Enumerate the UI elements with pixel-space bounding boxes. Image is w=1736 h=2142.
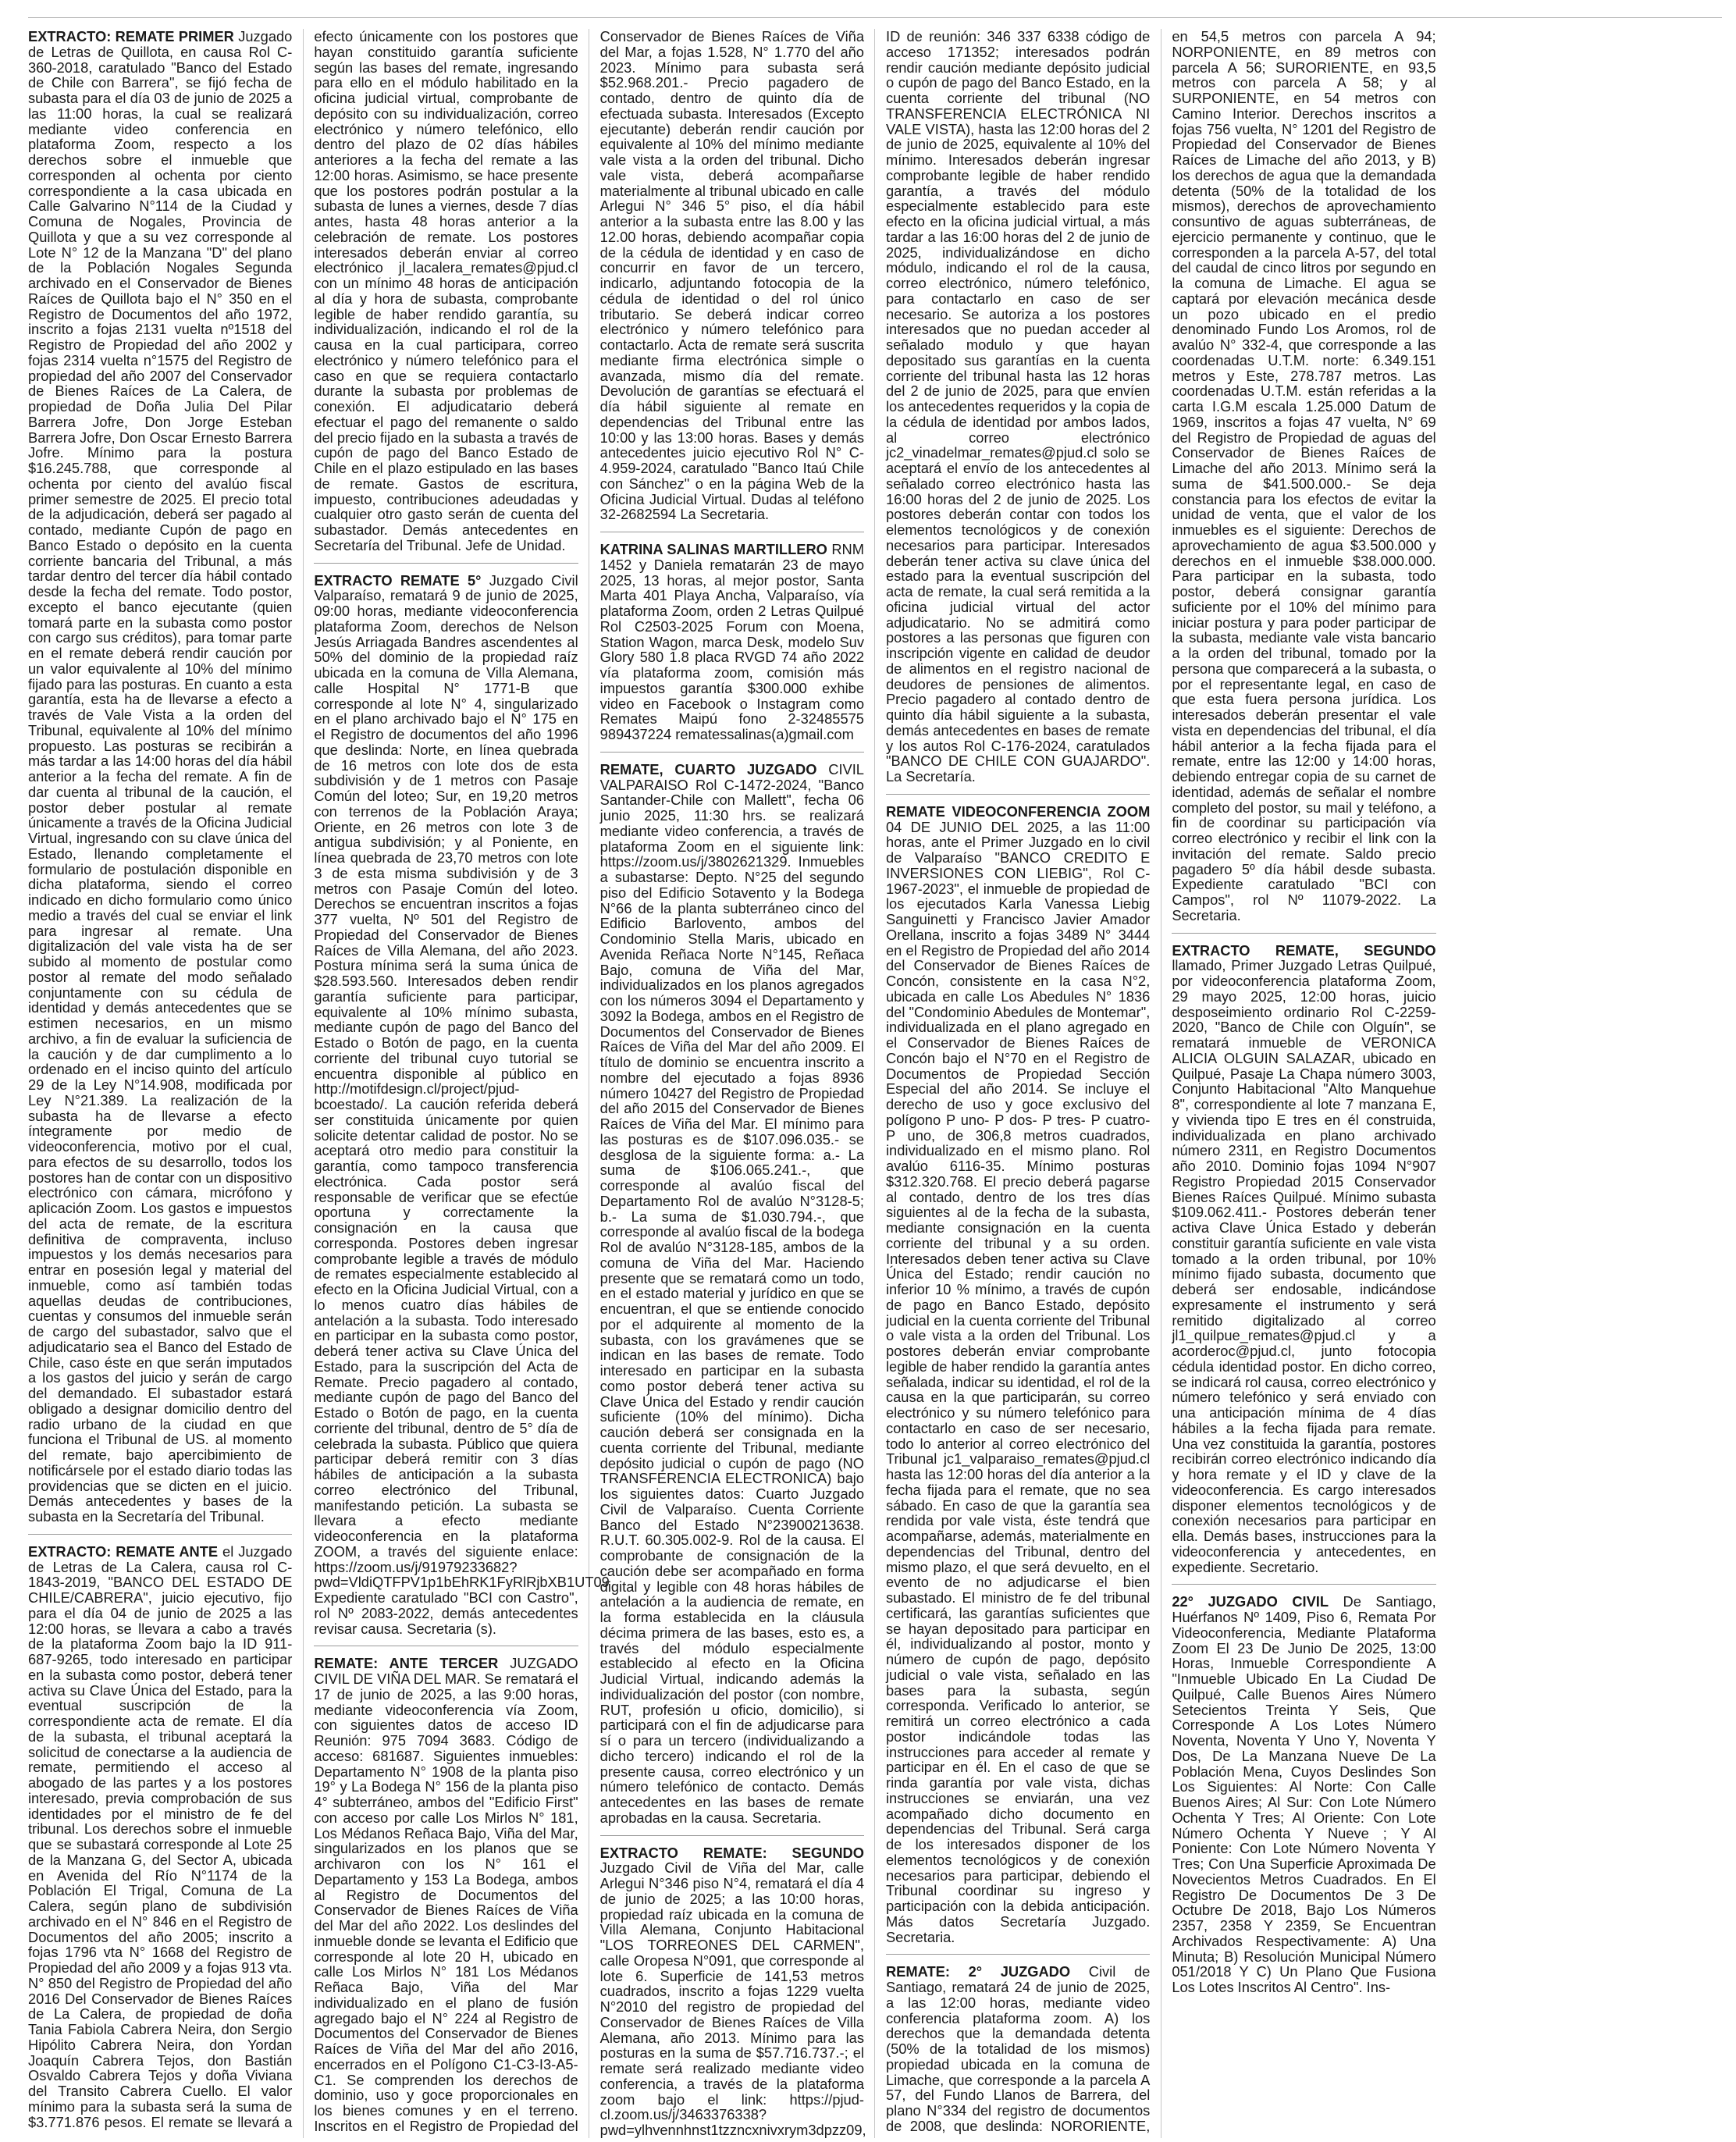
notice-divider — [600, 1835, 864, 1836]
notice-divider — [1172, 933, 1435, 934]
notice-quillota — [28, 29, 292, 1525]
notice-lead: REMATE, CUARTO JUZGADO — [599, 760, 817, 777]
notice-divider — [314, 563, 578, 564]
notice-text: Civil de Santiago, rematará 24 de junio de 2025, a las 12:00 horas, mediante video conferencia plataforma zoom. A) los derechos que la demandada detenta (50% de la totalidad de los mismos) propiedad ubicada en la comuna de Limache, que corresponde a la parcela A 57, del Fundo Llanos de Barrera, del plano N°334 del registro de documentos de 2008, que deslinda: NORORIENTE, en 54,5 metros con parcela A 94; NORPONIENTE, en 89 metros con parcela A 56; SURORIENTE, en 93,5 metros con parcela A 58; y al SURPONIENTE, en 54 metros con Camino Interior. Derechos inscritos a fojas 756 vuelta, N° 1201 del Registro de Propiedad del Conservador de Bienes Raíces de Limache del año 2013, y B) los derechos de agua que la demandada detenta (50% de la totalidad de los mismos), derechos de aprovechamiento consuntivo de aguas subterráneas, de ejercicio permanente y continuo, que le corresponden a la parcela A-57, del total del caudal de cinco litros por segundo en la comuna de Limache. El agua se captará por elevación mecánica desde un pozo ubicado en el predio denominado Fundo Los Aromos, rol de avalúo N° 332-4, que corresponde a las coordenadas U.T.M. norte: 6.349.151 metros y Este, 278.787 metros. Las coordenadas U.T.M. están referidas a la carta I.G.M escala 1.25.000 Datum de 1969, inscritos a fojas 47 vuelta, N° 69 del Registro de Propiedad de aguas del Conservador de Bienes Raíces de Limache del año 2013. Mínimo será la suma de $41.500.000.- Se deja constancia para los efectos de evitar la unidad de venta, que el valor de los inmuebles es el siguiente: Derechos de aprovechamiento de agua $3.500.000 y derechos en el inmueble $38.000.000. Para participar en la subasta, todo postor, deberá consignar garantía suficiente por el 10% del mínimo para iniciar postura y para poder participar de la subasta, mediante vale vista bancario a la orden del tribunal, tomado por la persona que comparecerá a la subasta, o por el representante legal, en caso de que esta fuera persona jurídica. Los interesados deberán presentar el vale vista en dependencias del tribunal, el día hábil anterior a la fecha fijada para el remate, entre las 12:00 y 14:00 horas, debiendo entregar copia de su carnet de identidad, además de señalar el nombre completo del postor, su mail y teléfono, a fin de coordinar su participación vía correo electrónico y recibir el link con la invitación del remate. Saldo precio pagadero 5º día hábil desde subasta. Expediente caratulado "BCI con Campos", rol Nº 11079-2022. La Secretaria. — [885, 28, 1436, 2134]
classified-columns — [28, 29, 1722, 2138]
notice-divider — [886, 794, 1150, 795]
notice-text: Juzgado Civil de Viña del Mar, calle Arlegui N°346 piso N°4, rematará el día 4 de junio de 2025; a las 10:00 horas, propiedad raíz ubicada en la comuna de Villa Alemana, Conjunto Habitacional "LOS TORREONES DEL CARMEN", calle Oropesa N°091, que corresponde al lote 6. Superficie de 141,53 metros cuadrados, inscrito a fojas 1229 vuelta N°2010 del registro de propiedad del Conservador de Bienes Raíces de Villa Alemana, año 2013. Mínimo para las posturas en la suma de $57.716.737.-; el remate será realizado mediante video conferencia, a través de la plataforma zoom bajo el link: https://pjud-cl.zoom.us/j/3463376338?pwd=ylhvennhnst1tzzncxnivxrym3dpzz09, ID de reunión: 346 337 6338 código de acceso 171352; interesados podrán rendir caución mediante depósito judicial o cupón de pago del Banco Estado, en la cuenta corriente del tribunal (NO TRANSFERENCIA ELECTRÓNICA NI VALE VISTA), hasta las 12:00 horas del 2 de junio de 2025, equivalente al 10% del mínimo. Interesados deberán ingresar comprobante legible de haber rendido garantía, a través del módulo especialmente establecido para este efecto en la oficina judicial virtual, a más tardar a las 16:00 horas del 2 de junio de 2025, individualizándose en dicho módulo, indicando el rol de la causa, correo electrónico, número telefónico, para contactarlo en caso de ser necesario. Se autoriza a los postores interesados que no puedan acceder al señalado modulo y que hayan depositado sus garantías en la cuenta corriente del tribunal hasta las 12 horas del 2 de junio de 2025, para que envíen los antecedentes requeridos y la copia de la cédula de identidad por ambos lados, al correo electrónico jc2_vinadelmar_remates@pjud.cl solo se aceptará el envío de los antecedentes al señalado correo electrónico hasta las 16:00 horas del 2 de junio de 2025. Los postores deberán contar con todos los elementos tecnológicos y de conexión necesarios para participar. Interesados deberán tener activa su clave única del estado para la eventual suscripción del acta de remate, la cual será remitida a la oficina judicial virtual del actor adjudicatario. No se admitirá como postores a las personas que figuren con inscripción vigente en calidad de deudor de alimentos en el registro nacional de deudores de pensiones de alimentos. Precio pagadero al contado dentro de quinto día hábil siguiente a la subasta, demás antecedentes en bases de remate y los autos Rol C-176-2024, caratulados "BANCO DE CHILE CON GUAJARDO". La Secretaría. — [599, 28, 1151, 2138]
notice-text: CIVIL VALPARAISO Rol C-1472-2024, "Banco Santander-Chile con Mallett", fecha 06 junio 2025, 11:30 hrs. se realizará mediante video conferencia, a través de plataforma Zoom en el siguiente link: https://zoom.us/j/3802621329. Inmuebles a subastarse: Depto. N°25 del segundo piso del Edificio Sotavento y la Bodega N°66 de la planta subterráneo cinco del Edificio Barlovento, ambos del Condominio Stella Maris, ubicado en Avenida Reñaca Norte N°145, Reñaca Bajo, comuna de Viña del Mar, individualizados en los planos agregados con los números 3094 el Departamento y 3092 la Bodega, ambos en el Registro de Documentos del Conservador de Bienes Raíces de Viña del Mar del año 2009. El título de dominio se encuentra inscrito a nombre del ejecutado a fojas 8936 número 10427 del Registro de Propiedad del año 2015 del Conservador de Bienes Raíces de Viña del Mar. El mínimo para las posturas es de $107.096.035.- se desglosa de la siguiente forma: a.- La suma de $106.065.241.-, que corresponde al avalúo fiscal del Departamento Rol de avalúo N°3128-5; b.- La suma de $1.030.794.-, que corresponde al avalúo fiscal de la bodega Rol de avalúo N°3128-185, ambos de la comuna de Viña del Mar. Haciendo presente que se rematará como un todo, en el estado material y jurídico en que se encuentran, el que se entiende conocido por el adquirente al momento de la subasta, con los gravámenes que se indican en las bases de remate. Todo interesado en participar en la subasta como postor deberá tener activa su Clave Única del Estado y rendir caución suficiente (10% del mínimo). Dicha caución deberá ser consignada en la cuenta corriente del Tribunal, mediante depósito judicial o cupón de pago (NO TRANSFERENCIA ELECTRONICA) bajo los siguientes datos: Cuarto Juzgado Civil de Valparaíso. Cuenta Corriente Banco del Estado N°23900213638. R.U.T. 60.305.002-9. Rol de la causa. El comprobante de consignación de la caución debe ser acompañado en forma digital y legible con 48 horas hábiles de antelación a la audiencia de remate, en la forma establecida en la cláusula décima primera de las bases, esto es, a través del módulo especialmente establecido al efecto en la Oficina Judicial Virtual, indicando además la individualización del postor (con nombre, RUT, profesión u oficio, domicilio), si participará con el fin de adjudicarse para sí o para un tercero (individualizando a dicho tercero) indicando el rol de la presente causa, correo electrónico y un número telefónico de contacto. Demás antecedentes en las bases de remate aprobadas en la causa. Secretaria. — [599, 760, 864, 1826]
notice-katrina-salinas — [600, 542, 864, 742]
notice-divider — [1172, 1584, 1435, 1585]
notice-lead: EXTRACTO: REMATE PRIMER — [28, 28, 234, 44]
notice-lead: REMATE: ANTE TERCER — [314, 1655, 499, 1672]
notice-lead: REMATE VIDEOCONFERENCIA ZOOM — [885, 802, 1151, 820]
notice-valparaiso-4 — [600, 762, 864, 1826]
notice-lead: EXTRACTO: REMATE ANTE — [28, 1542, 219, 1560]
notice-text: De Santiago, Huérfanos Nº 1409, Piso 6, Remata Por Videoconferencia, Mediante Plataforma Zoom El 23 De Junio De 2025, 13:00 Horas, Inmueble Correspondiente A "Inmueble Ubicado En La Ciudad De Quilpué, Calle Buenos Aires Número Setecientos Treinta Y Seis, Que Corresponde A Los Lotes Número Noventa, Noventa Y Uno Y, Noventa Y Dos, De La Manzana Nueve De La Población Mena, Cuyos Deslindes Son Los Siguientes: Al Norte: Con Calle Buenos Aires; Al Sur: Con Lote Número Ochenta Y Tres; Al Oriente: Con Lote Número Ochenta Y Nueve ; Y Al Poniente: Con Lote Número Noventa Y Tres; Con Una Superficie Aproximada De Novecientos Metros Cuadrados. En El Registro De Documentos De 3 De Octubre De 2018, Bajo Los Números 2357, 2358 Y 2359, Se Encuentran Archivados Respectivamente: A) Una Minuta; B) Resolución Municipal Número 051/2018 Y C) Un Plano Que Fusiona Los Lotes Inscritos Al Centro". Ins- — [1172, 1593, 1436, 1995]
notice-quilpue — [1172, 943, 1435, 1575]
notice-valparaiso-1 — [886, 804, 1150, 1945]
notice-lead: EXTRACTO REMATE 5° — [314, 571, 482, 589]
notice-text: llamado, Primer Juzgado Letras Quilpué, por videoconferencia plataforma Zoom, 29 mayo 2025, 12:00 horas, juicio desposeimiento ordinario Rol C-2259-2020, "Banco de Chile con Olguín", se rematará inmueble de VERONICA ALICIA OLGUIN SALAZAR, ubicado en Quilpué, Pasaje La Chapa número 3003, Conjunto Habitacional "Alto Manquehue 8", correspondiente al lote 7 manzana E, y vivienda tipo E tres en él construida, individualizada en plano archivado número 2311, en Registro Documentos año 2010. Dominio fojas 1094 N°907 Registro Propiedad 2015 Conservador Bienes Raíces Quilpué. Mínimo subasta $109.062.411.- Postores deberán tener activa Clave Única Estado y deberán constituir garantía suficiente en vale vista tomado a la orden tribunal, por 10% mínimo fijado subasta, documento que deberá ser endosable, indicándose expresamente el instrumento y será remitido digitalizado al correo jl1_quilpue_remates@pjud.cl y a acorderoc@pjud.cl, junto fotocopia cédula identidad postor. En dicho correo, se indicará rol causa, correo electrónico y número telefónico y será enviado con una anticipación mínima de 4 días hábiles a la fecha fijada para remate. Una vez constituida la garantía, postores recibirán correo electrónico indicando día y hora remate y el ID y clave de la videoconferencia. Es cargo interesados disponer elementos tecnológicos y de conexión necesarios para participar en ella. Demás bases, instrucciones para la videoconferencia y antecedentes, en expediente. Secretario. — [1172, 957, 1436, 1575]
notice-text: Juzgado de Letras de Quillota, en causa Rol C-360-2018, caratulado "Banco del Estado de Chile con Barrera", se fijó fecha de subasta para el día 03 de junio de 2025 a las 11:00 horas, la cual se realizará mediante video conferencia en plataforma Zoom, respecto a los derechos sobre el inmueble que corresponden al ochenta por ciento correspondiente a la casa ubicada en Calle Galvarino N°114 de la Ciudad y Comuna de Nogales, Provincia de Quillota y que a su vez corresponde al Lote N° 12 de la Manzana "D" del plano de la Población Nogales Segunda archivado en el Conservador de Bienes Raíces de Quillota bajo el N° 350 en el Registro de Documentos del año 1972, inscrito a fojas 2131 vuelta nº1518 del Registro de Propiedad del año 2002 y fojas 2314 vuelta n°1575 del Registro de propiedad del año 2007 del Conservador de Bienes Raíces de La Calera, de propiedad de Doña Julia Del Pilar Barrera Jofre, Don Jorge Esteban Barrera Jofre, Don Oscar Ernesto Barrera Jofre. Mínimo para la postura $16.245.788, que corresponde al ochenta por ciento del avalúo fiscal primer semestre de 2025. El precio total de la adjudicación, deberá ser pagado al contado, mediante Cupón de pago en Banco Estado o depósito en la cuenta corriente bancaria del Tribunal, a más tardar dentro del tercer día hábil contado desde la fecha del remate. Todo postor, excepto el banco ejecutante (quien tomará parte en la subasta como postor con cargo sus créditos), para tomar parte en el remate deberá rendir caución por un valor equivalente al 10% del mínimo fijado para las posturas. En cuanto a esta garantía, esta ha de llevarse a efecto a través de Vale Vista a la orden del Tribunal, equivalente al 10% del mínimo propuesto. Las posturas se recibirán a más tardar a las 14:00 horas del día hábil anterior a la fecha del remate. A fin de dar cuenta al tribunal de la caución, el postor deber postular al remate únicamente a través de la Oficina Judicial Virtual, ingresando con su clave única del Estado, llenando completamente el formulario de postulación disponible en dicha plataforma, siendo el correo indicado en dicho formulario como único medio a través del cual se enviar el link para ingresar al remate. Una digitalización del vale vista ha de ser subido al momento de postular como postor al remate del modo señalado conjuntamente con su cédula de identidad y demás antecedentes que se estimen necesarios, en un mismo archivo, a fin de evaluar la suficiencia de la caución y de dar cumplimento a lo ordenado en el inciso quinto del artículo 29 de la Ley N°14.908, modificada por Ley N°21.389. La realización de la subasta ha de llevarse a efecto íntegramente por medio de videoconferencia, motivo por el cual, para efectos de su desarrollo, todos los postores han de contar con un dispositivo electrónico con cámara, micrófono y aplicación Zoom. Los gastos e impuestos del acta de remate, de la escritura definitiva de compraventa, incluso impuestos y los demás necesarios para entrar en posesión legal y material del inmueble, como así también todas aquellas deudas de contribuciones, cuentas y consumos del inmueble serán de cargo del subastador, salvo que el adjudicatario sea el Banco del Estado de Chile, caso éste en que serán imputados a los gastos del juicio y serán de cargo del demandado. El subastador estará obligado a designar domicilio dentro del radio urbano de la ciudad en que funciona el Tribunal de US. al momento del remate, bajo apercibimiento de notificársele por el estado diario todas las providencias que se dicten en el juicio. Demás antecedentes y bases de la subasta en la Secretaría del Tribunal. — [28, 28, 293, 1525]
notice-lead: KATRINA SALINAS MARTILLERO — [599, 541, 827, 557]
notice-text: RNM 1452 y Daniela rematarán 23 de mayo 2025, 13 horas, al mejor postor, Santa Marta 401 Playa Ancha, Valparaíso, vía plataforma Zoom, orden 2 Letras Quilpué Rol C2503-2025 Forum con Moena, Station Wagon, marca Desk, modelo Suv Glory 580 1.8 placa RVGD 74 año 2022 vía plataforma zoom, comisión más impuestos garantía $300.000 exhibe video en Facebook o Instagram como Remates Maipú fono 2-32485575 989437224 rematessalinas(a)gmail.com — [599, 541, 864, 742]
notice-villa-alemana — [314, 571, 610, 1637]
top-rule — [28, 17, 1722, 18]
notice-text: Juzgado Civil Valparaíso, rematará 9 de junio de 2025, 09:00 horas, mediante videoconferencia plataforma Zoom, derechos de Nelson Jesús Arriagada Bandres ascendentes al 50% del dominio de la propiedad raíz ubicada en la comuna de Villa Alemana, calle Hospital N° 1771-B que corresponde al lote N° 4, singularizado en el plano archivado bajo el N° 175 en el Registro de documentos del año 1996 que deslinda: Norte, en línea quebrada de 16 metros con lote dos de esta subdivisión y de 1 metros con Pasaje Común del loteo; Sur, en 19,20 metros con terrenos de la Población Araya; Oriente, en 26 metros con lote 3 de antigua subdivisión; y al Poniente, en línea quebrada de 23,70 metros con lote 3 de esta misma subdivisión y de 3 metros con Pasaje Común del loteo. Derechos se encuentran inscritos a fojas 377 vuelta, Nº 501 del Registro de Propiedad del Conservador de Bienes Raíces de Villa Alemana, del año 2023. Postura mínima será la suma única de $28.593.560. Interesados deben rendir garantía suficiente para participar, equivalente al 10% mínimo subasta, mediante cupón de pago del Banco del Estado o Botón de pago, en la cuenta corriente del tribunal cuyo tutorial se encuentra disponible al público en http://motifdesign.cl/project/pjud-bcoestado/. La caución referida deberá ser constituida únicamente por quien solicite detentar calidad de postor. No se aceptará otro medio para constituir la garantía, como tampoco transferencia electrónica. Cada postor será responsable de verificar que se efectúe oportuna y correctamente la consignación en la causa que corresponda. Postores deben ingresar comprobante legible a través de módulo de remates especialmente establecido al efecto en la Oficina Judicial Virtual, con a lo menos cuatro días hábiles de antelación a la subasta. Todo interesado en participar en la subasta como postor, deberá tener activa su Clave Única del Estado, para la suscripción del Acta de Remate. Precio pagadero al contado, mediante cupón de pago del Banco del Estado o Botón de pago, en la cuenta corriente del tribunal, dentro de 5° día de celebrada la subasta. Público que quiera participar deberá remitir con 3 días hábiles de anticipación a la subasta correo electrónico del Tribunal, manifestando petición. La subasta se llevara a efecto mediante videoconferencia en la plataforma ZOOM, a través del siguiente enlace: https://zoom.us/j/91979233682?pwd=VldiQTFPV1p1bEhRK1FyRlRjbXB1UT09 Expediente caratulado "BCI con Castro", rol Nº 2083-2022, demás antecedentes revisar causa. Secretaria (s). — [314, 571, 610, 1637]
notice-text: el Juzgado de Letras de La Calera, causa rol C-1843-2019, "BANCO DEL ESTADO DE CHILE/CABRERA", juicio ejecutivo, fijo para el día 04 de junio de 2025 a las 12:00 horas, se llevara a cabo a través de la plataforma Zoom bajo la ID 911-687-9265, todo interesado en participar en la subasta como postor, deberá tener activa su Clave Única del Estado, para la eventual suscripción de la correspondiente acta de remate. El día de la subasta, el tribunal aceptará la solicitud de conectarse a la audiencia de remate, permitiendo el acceso al abogado de las partes y a los postores interesado, previa comprobación de sus identidades por el ministro de fe del tribunal. Los derechos sobre el inmueble que se subastará corresponde al Lote 25 de la Manzana G, del Sector A, ubicada en Avenida del Río N°1174 de la Población El Trigal, Comuna de La Calera, según plano de subdivisión archivado en el N° 846 en el Registro de Documentos del año 2005; inscrito a fojas 1796 vta N° 1668 del Registro de Propiedad del año 2009 y a fojas 913 vta. N° 850 del Registro de Propiedad del año 2016 Del Conservador de Bienes Raíces de La Calera, de propiedad de doña Tania Fabiola Cabrera Neira, don Sergio Hipólito Cabrera Neira, don Yordan Joaquín Cabrera Tejos, don Bastián Osvaldo Cabrera Tejos y doña Viviana del Transito Cabrera Cuello. El valor mínimo para la subasta será la suma de $3.771.876 pesos. El remate se llevará a efecto únicamente con los postores que hayan constituido garantía suficiente según las bases del remate, ingresando para ello en el módulo habilitado en la oficina judicial virtual, comprobante de depósito con su individualización, correo electrónico y número telefónico, ello dentro del plazo de 02 días hábiles anteriores a la fecha del remate a las 12:00 horas. Asimismo, se hace presente que los postores podrán postular a la subasta de lunes a viernes, desde 7 días antes, hasta 48 horas anterior a la celebración de remate. Los postores interesados deberán enviar al correo electrónico jl_lacalera_remates@pjud.cl con un mínimo 48 horas de anticipación al día y hora de subasta, comprobante legible de haber rendido garantía, su individualización, indicando el rol de la causa en la cual participara, correo electrónico y número telefónico para el caso en que se requiera contactarlo durante la subasta por problemas de conexión. El adjudicatario deberá efectuar el pago del remanente o saldo del precio fijado en la subasta a través de cupón de pago del Banco Estado de Chile en el plazo estipulado en las bases de remate. Gastos de escritura, impuesto, contribuciones adeudadas y cualquier otro gasto serán de cuenta del subastador. Demás antecedentes en Secretaría del Tribunal. Jefe de Unidad. — [28, 28, 578, 2130]
notice-text: JUZGADO CIVIL DE VIÑA DEL MAR. Se rematará el 17 de junio de 2025, a las 9:00 horas, mediante videoconferencia vía Zoom, con siguientes datos de acceso ID Reunión: 975 7094 3683. Código de acceso: 681687. Siguientes inmuebles: Departamento N° 1908 de la planta piso 19° y La Bodega N° 156 de la planta piso 4° subterráneo, ambos del "Edificio First" con acceso por calle Los Mirlos N° 181, Los Médanos Reñaca Bajo, Viña del Mar, singularizados en los planos que se archivaron con los N° 161 el Departamento y 153 La Bodega, ambos al Registro de Documentos del Conservador de Bienes Raíces de Viña del Mar del año 2022. Los deslindes del inmueble donde se levanta el Edificio que corresponde al lote 20 H, ubicado en calle Los Mirlos N° 181 Los Médanos Reñaca Bajo, Viña del Mar individualizado en el plano de fusión agregado bajo el N° 224 al Registro de Documentos del Conservador de Bienes Raíces de Viña del Mar del año 2016, encerrados en el Polígono C1-C3-I3-A5-C1. Se comprenden los derechos de dominio, uso y goce proporcionales en los bienes comunes y en el terreno. Inscritos en el Registro de Propiedad del Conservador de Bienes Raíces de Viña del Mar, a fojas 1.528, N° 1.770 del año 2023. Mínimo para subasta será $52.968.201.- Precio pagadero de contado, dentro de quinto día de efectuada subasta. Interesados (Excepto ejecutante) deberán rendir caución por equivalente al 10% del mínimo mediante vale vista a la orden del tribunal. Dicho vale vista, deberá acompañarse materialmente al tribunal ubicado en calle Arlegui N° 346 5° piso, el día hábil anterior a la subasta entre las 8.00 y las 12.00 horas, debiendo acompañar copia de la cédula de identidad y en caso de concurrir en favor de un tercero, indicarlo, adjuntando fotocopia de la cédula de identidad o del rol único tributario. Se deberá indicar correo electrónico y número telefónico para contactarlo. Acta de remate será suscrita mediante firma electrónica simple o avanzada, mismo día del remate. Devolución de garantías se efectuará el día hábil siguiente al remate en dependencias del Tribunal entre las 10:00 y las 13:00 horas. Bases y demás antecedentes juicio ejecutivo Rol N° C-4.959-2024, caratulado "Banco Itaú Chile con Sánchez" o en la página Web de la Oficina Judicial Virtual. Dudas al teléfono 32-2682594 La Secretaria. — [314, 28, 864, 2134]
notice-divider — [600, 752, 864, 753]
notice-lead: REMATE: 2° JUZGADO — [885, 1963, 1071, 1980]
notice-lead: EXTRACTO REMATE: SEGUNDO — [599, 1844, 864, 1861]
notice-lead: EXTRACTO REMATE, SEGUNDO — [1172, 941, 1436, 959]
notice-divider — [28, 1534, 292, 1535]
notice-text: 04 DE JUNIO DEL 2025, a las 11:00 horas, ante el Primer Juzgado en lo civil de Valparaíso "BANCO CREDITO E INVERSIONES CON LIEBIG", Rol C-1967-2023", el inmueble de propiedad de los ejecutados Karla Vanessa Liebig Sanguinetti y Francisco Javier Amador Orellana, inscrito a fojas 3489 N° 3444 en el Registro de Propiedad del año 2014 del Conservador de Bienes Raíces de Concón, consistente en la casa N°2, ubicada en calle Los Abedules N° 1836 del "Condominio Abedules de Montemar", individualizada en el plano agregado en el Conservador de Bienes Raíces de Concón bajo el N°70 en el Registro de Documentos de Propiedad Sección Especial del año 2014. Se incluye el derecho de uso y goce exclusivo del polígono P uno- P dos- P tres- P cuatro- P uno, de 306,8 metros cuadrados, individualizado en el mismo plano. Rol avalúo 6116-35. Mínimo posturas $312.320.768. El precio deberá pagarse al contado, dentro de los tres días siguientes al de la fecha de la subasta, mediante consignación en la cuenta corriente del tribunal y a su orden. Interesados deben tener activa su Clave Única del Estado; rendir caución no inferior 10 % mínimo, a través de cupón de pago en Banco Estado, depósito judicial en la cuenta corriente del Tribunal o vale vista a la orden del Tribunal. Los postores deberán enviar comprobante legible de haber rendido la garantía antes señalada, indicar su identidad, el rol de la causa en la que participarán, su correo electrónico y su número telefónico para contactarlo en caso de ser necesario, todo lo anterior al correo electrónico del Tribunal jc1_valparaiso_remates@pjud.cl hasta las 12:00 horas del día anterior a la fecha fijada para el remate, que no sea sábado. En caso de que la garantía sea rendida por vale vista, éste tendrá que acompañarse, además, materialmente en dependencias del Tribunal, dentro del mismo plazo, el que será devuelto, en el evento de no adjudicarse el bien subastado. El ministro de fe del tribunal certificará, las garantías suficientes que se hayan depositado para participar en él, individualizando al postor, monto y número de cupón de pago, depósito judicial o vale vista, señalado en las bases para la subasta, según corresponda. Verificado lo anterior, se remitirá un correo electrónico a cada postor indicándole todas las instrucciones para acceder al remate y participar en él. En el caso de que se rinda garantía por vale vista, dichas instrucciones se enviarán, una vez acompañado dicho documento en dependencias del Tribunal. Será carga de los interesados disponer de los elementos tecnológicos y de conexión necesarios para participar, debiendo el Tribunal coordinar su ingreso y participación con la debida anticipación. Más datos Secretaría Juzgado. Secretaria. — [885, 818, 1151, 1945]
notice-divider — [886, 1954, 1150, 1955]
notice-lead: 22° JUZGADO CIVIL — [1172, 1593, 1329, 1610]
notice-santiago-22 — [1172, 1594, 1435, 1995]
